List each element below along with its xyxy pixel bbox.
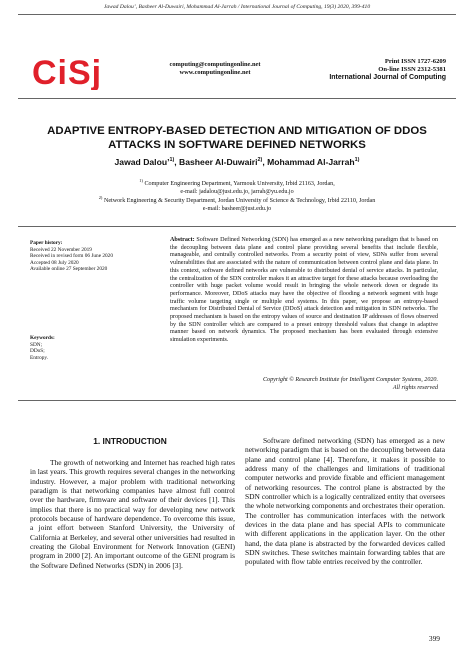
intro-left-column: The growth of networking and Internet has reached high rates in last years. This growth requires several changes in the networking industry. However, a major problem with traditional networking paradigm is that networking companies have almost full control over the hardware, firmware and software of their devices [1]. This implies that there is no practical way for developing new network protocols because of hardware dependence. To overcome this issue, a joint effort between Stanford University, the University of California at Berkeley, and several other universities had resulted in creating the Global Environment for Network Innovation (GENI) program in 2000 [2]. An important outcome of the GENI program is the Software Defined Networks (SDN) in 2006 [3]. (30, 458, 235, 570)
author-sep: , (262, 157, 268, 167)
affil-sup: 2) (98, 195, 103, 200)
print-issn: Print ISSN 1727-6209 (384, 58, 446, 65)
keyword: Entropy. (30, 354, 49, 361)
cisj-logo-graphic (30, 54, 134, 90)
page-number: 399 (428, 634, 440, 643)
abstract-label: Abstract: (170, 237, 195, 243)
paper-history-label: Paper history: (30, 240, 63, 246)
paper-title (20, 124, 454, 152)
affil-sup: 1) (139, 178, 143, 183)
issn-block (329, 58, 446, 83)
abstract-text: Software Defined Networking (SDN) has emerged as a new networking paradigm that is based on the decoupling between data plane and control plane providing several benefits that include flexible, manageable, and centrally controlled networks. From a security point of view, SDNs suffer from several vulnerabilities that are associated with the nature of communication between control plane and data plane. In this context, software defined networks are vulnerable to distributed denial of service attacks. In particular, the centralization of the SDN controller makes it an attractive target for these attacks because overloading the controller with huge packet volume would result in bringing the whole network down or degrade its performance. Moreover, DDoS attacks may have the objective of flooding a network segment with huge traffic volume targeting single or multiple end systems. In this paper, we propose an entropy-based mechanism for Distributed Denial of Service (DDoS) attack detection and mitigation in SDN networks. The proposed mechanism is based on the entropy values of source and destination IP addresses of flows observed by the SDN controller which are compared to a preset entropy threshold values that change in adaptive manner based on network dynamics. The proposed mechanism has been evaluated through extensive simulation experiments. (170, 237, 438, 344)
author-sup: 1) (354, 157, 360, 164)
journal-name: International Journal of Computing (329, 74, 446, 82)
title-line-2: ATTACKS IN SOFTWARE DEFINED NETWORKS (108, 139, 366, 151)
author-sup: 2) (257, 157, 263, 164)
author-list (20, 157, 454, 167)
author-name: Mohammad Al-Jarrah (267, 157, 355, 167)
author-name: Basheer Al-Duwairi (179, 157, 258, 167)
rights-line: All rights reserved (392, 384, 438, 391)
svg-text:CiSj: CiSj (32, 54, 103, 90)
copyright-line: Copyright © Research Institute for Intelligent Computer Systems, 2020. (262, 377, 438, 383)
keyword: SDN; (30, 341, 43, 348)
author-sup: 1) (169, 157, 175, 164)
affiliation-2 (30, 194, 444, 213)
publisher-email[interactable]: computing@computingonline.net (169, 61, 261, 68)
intro-right-column: Software defined networking (SDN) has emerged as a new networking paradigm that is based on the decoupling between data plane and control plane [4]. Therefore, it makes it possible to address many of the challenges and limitations of traditional computer networks and provide fixable and efficient management of networking resources. The control plane is abstracted by the SDN controller which is a logically centralized entity that oversees the whole networking components and orchestrates their operation. The controller has communication interfaces with the network devices in the data plane and has special APIs to communicate with different applications in the application layer. On the other hand, the data plane is abstracted by the forwarded devices called SDN switches. These switches maintain forwarding tables that are populated with flow table entries received by the controller. (245, 436, 445, 567)
abstract (170, 237, 438, 345)
history-line: Received in revised form 06 June 2020 (30, 253, 113, 259)
header-rule (18, 14, 456, 15)
publisher-contact (140, 61, 290, 77)
title-line-1: ADAPTIVE ENTROPY-BASED DETECTION AND MITIGATION OF DDOS (47, 125, 427, 137)
section-heading-introduction: 1. INTRODUCTION (93, 436, 167, 446)
cisj-logo (30, 54, 134, 90)
abstract-top-rule (18, 226, 456, 227)
copyright-notice (170, 377, 438, 392)
author-sep: , (174, 157, 180, 167)
paper-history (30, 240, 130, 273)
author-name: Jawad Dalou’ (114, 157, 170, 167)
online-issn: On-line ISSN 2312-5381 (378, 66, 446, 74)
abstract-bottom-rule (18, 400, 456, 401)
history-line: Available online 27 September 2020 (30, 266, 108, 272)
affil-text: Computer Engineering Department, Yarmouk University, Irbid 21163, Jordan, (144, 181, 335, 188)
keywords-label: Keywords: (30, 335, 55, 341)
masthead-rule (18, 98, 456, 99)
history-line: Received 22 November 2019 (30, 246, 92, 253)
affil-text: Network Engineering & Security Department, Jordan University of Science & Technology, Irbid 22110, Jordan (103, 198, 376, 205)
keyword: DDoS; (30, 348, 45, 354)
affil-email: e-mail: basheer@just.edu.jo (202, 205, 272, 212)
running-head: Jawad Dalou’, Basheer Al-Duwairi, Mohammad Al-Jarrah / International Journal of Computing, 19(3) 2020, 399-410 (103, 4, 371, 10)
history-line: Accepted 08 July 2020 (30, 259, 79, 266)
keywords (30, 335, 130, 361)
affil-email: e-mail: jadalou@just.edu.jo, jarrah@yu.edu.jo (180, 188, 294, 195)
publisher-website[interactable]: www.computingonline.net (179, 69, 251, 76)
